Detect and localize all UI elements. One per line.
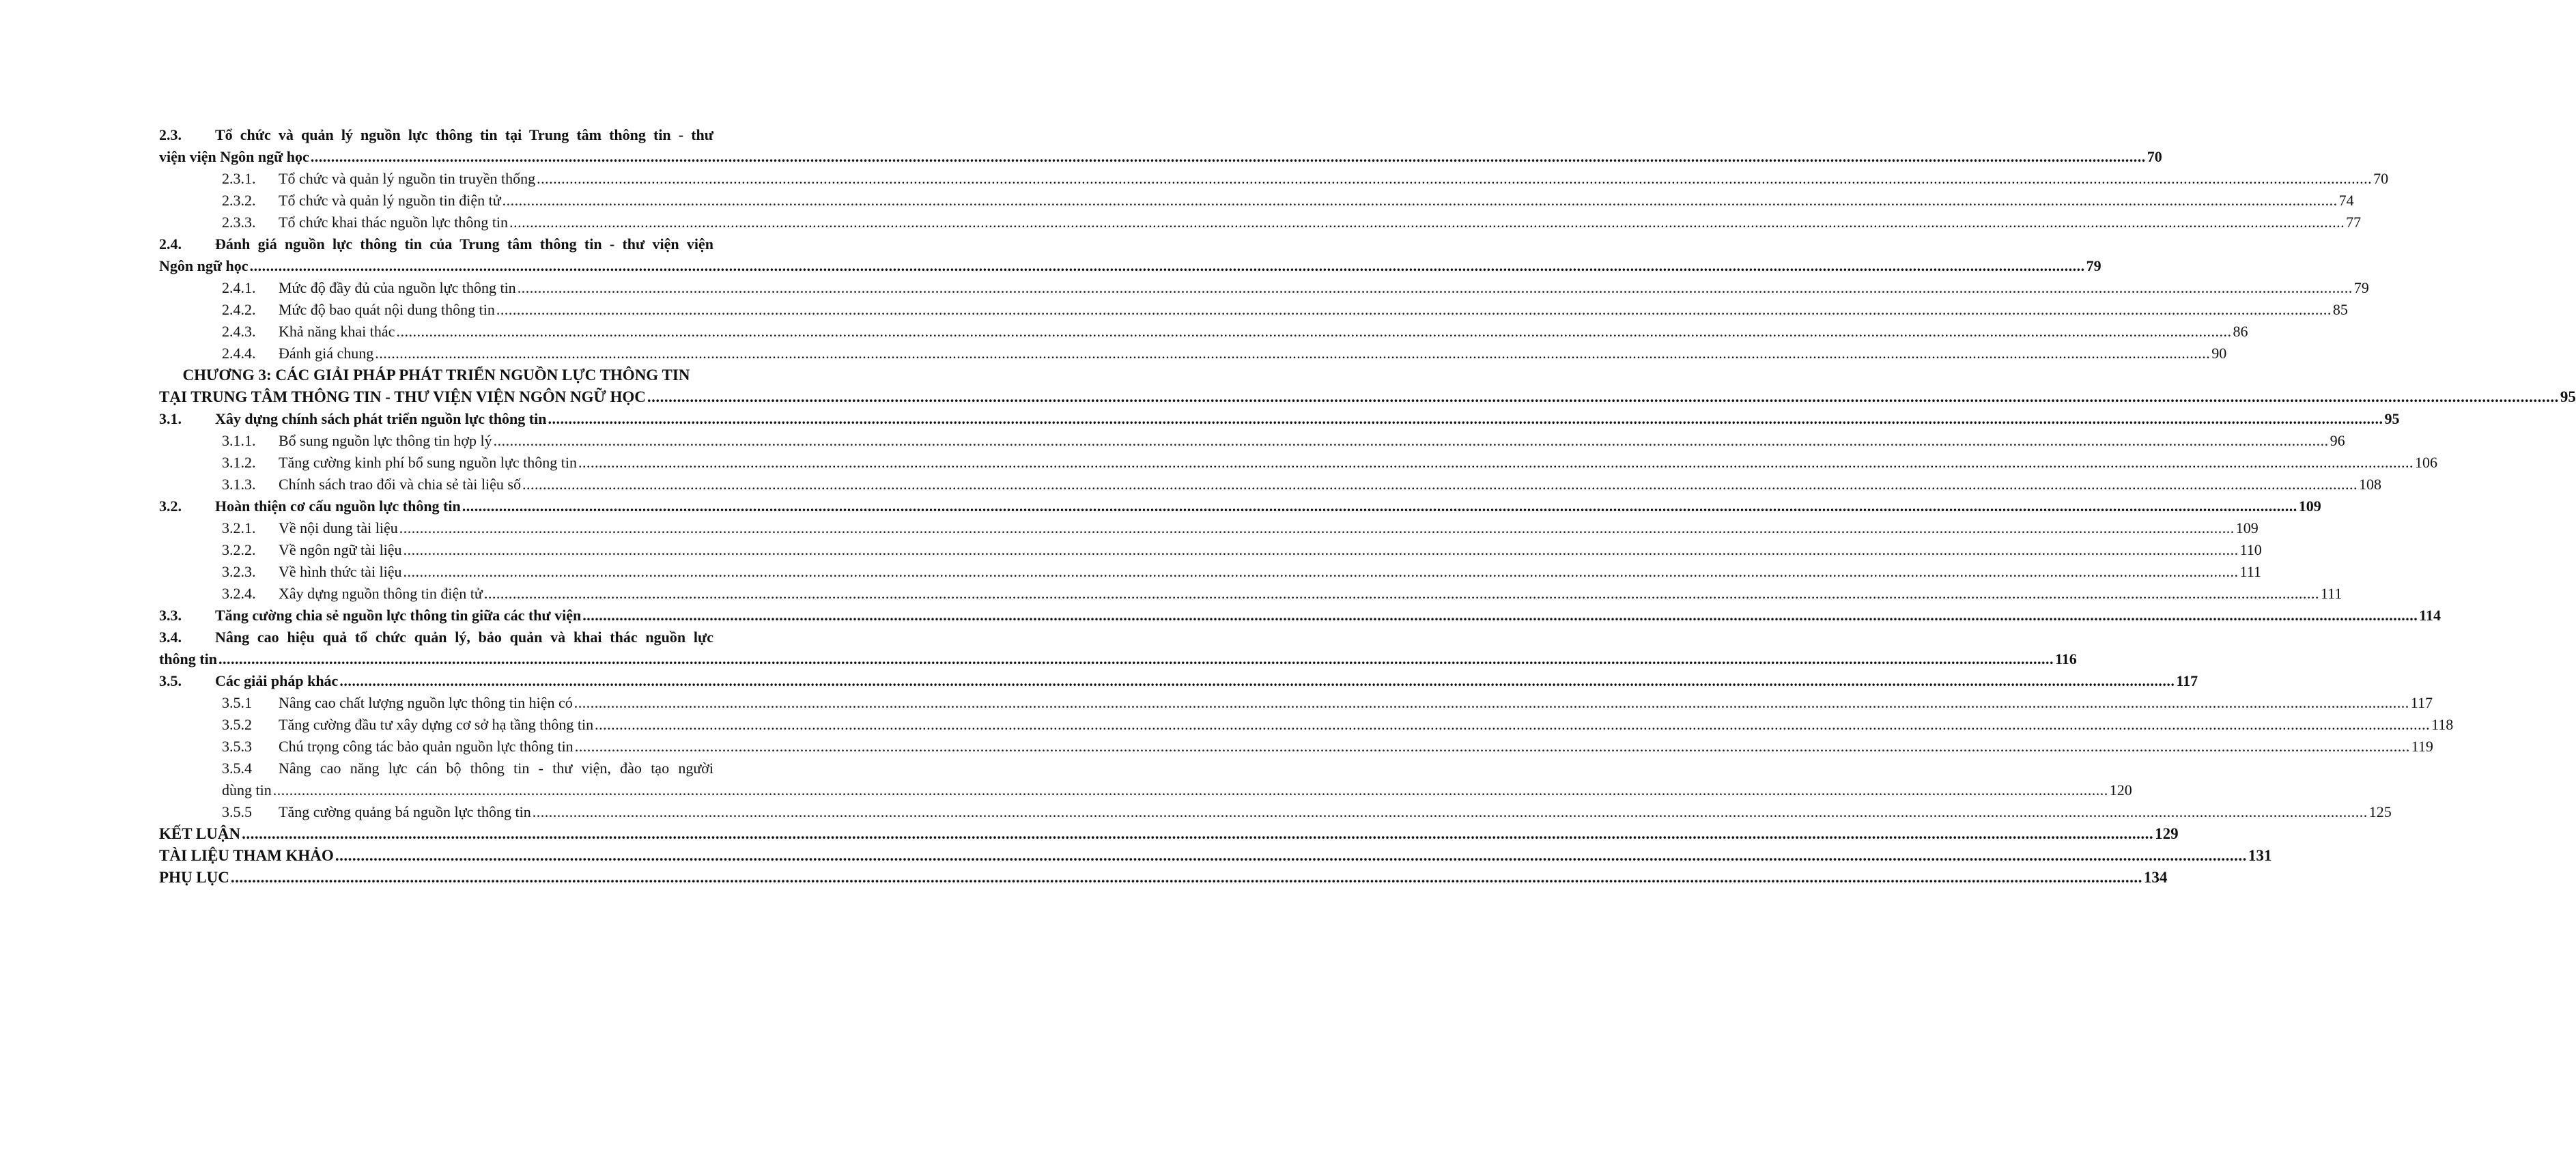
toc-entry-3-5-4[interactable]	[159, 758, 713, 779]
toc-entry-2-4-2[interactable]	[159, 299, 2348, 321]
toc-title: Tăng cường đầu tư xây dựng cơ sở hạ tầng thông tin	[279, 716, 594, 733]
toc-page: 131	[2248, 847, 2272, 864]
toc-entry-2-3-3[interactable]	[159, 212, 2362, 233]
toc-page: 118	[2431, 716, 2454, 733]
leader-dots	[578, 452, 2414, 474]
toc-number: 3.2.2.	[222, 541, 256, 558]
leader-dots	[311, 146, 2146, 168]
toc-entry-2-4-cont[interactable]	[159, 255, 2101, 277]
leader-dots	[335, 845, 2247, 867]
leader-dots	[399, 517, 2235, 539]
toc-page: 79	[2086, 257, 2101, 274]
toc-entry-2-3[interactable]	[159, 124, 713, 146]
toc-page: 114	[2419, 607, 2441, 624]
leader-dots	[218, 648, 2054, 670]
toc-title: Tăng cường quảng bá nguồn lực thông tin	[279, 803, 531, 820]
toc-title: Tổ chức và quản lý nguồn tin truyền thống	[279, 170, 536, 187]
toc-entry-3-5[interactable]	[159, 670, 2198, 692]
toc-entry-3-2-1[interactable]	[159, 517, 2259, 539]
toc-number: 3.2.1.	[222, 519, 256, 536]
toc-number: 2.4.3.	[222, 323, 256, 340]
leader-dots	[231, 867, 2142, 889]
toc-number: 2.3.3.	[222, 214, 256, 231]
toc-number: 3.1.1.	[222, 432, 256, 449]
toc-title: dùng tin	[222, 781, 272, 799]
toc-page: 117	[2176, 672, 2198, 689]
leader-dots	[582, 605, 2418, 627]
toc-page: 111	[2239, 563, 2261, 580]
leader-dots	[537, 168, 2372, 190]
toc-page: 129	[2155, 825, 2179, 842]
leader-dots	[503, 190, 2338, 212]
toc-number: 3.5.	[159, 672, 182, 689]
toc-number: 2.4.1.	[222, 279, 256, 296]
toc-title: Hoàn thiện cơ cấu nguồn lực thông tin	[215, 498, 461, 515]
toc-page: 85	[2332, 301, 2348, 318]
toc-entry-3-1[interactable]	[159, 408, 2400, 430]
toc-number: 3.5.5	[222, 803, 252, 820]
leader-dots	[404, 561, 2239, 583]
leader-dots	[396, 321, 2231, 343]
toc-entry-2-3-1[interactable]	[159, 168, 2389, 190]
toc-title: Tổ chức và quản lý nguồn lực thông tin tại Trung tâm thông tin - thư	[215, 126, 713, 143]
leader-dots	[496, 299, 2332, 321]
toc-entry-3-2[interactable]	[159, 495, 2321, 517]
table-of-contents	[159, 124, 2576, 889]
leader-dots	[494, 430, 2329, 452]
toc-page: 95	[2384, 410, 2400, 427]
toc-title: Nâng cao chất lượng nguồn lực thông tin hiện có	[279, 694, 573, 711]
toc-entry-3-1-1[interactable]	[159, 430, 2345, 452]
toc-entry-2-4-1[interactable]	[159, 277, 2369, 299]
toc-title: Về ngôn ngữ tài liệu	[279, 541, 402, 558]
chapter-heading: TẠI TRUNG TÂM THÔNG TIN - THƯ VIỆN VIỆN NGÔN NGỮ HỌC	[159, 388, 646, 405]
leader-dots	[575, 736, 2410, 758]
toc-title: Xây dựng nguồn thông tin điện tử	[279, 585, 483, 602]
toc-entry-3-5-1[interactable]	[159, 692, 2433, 714]
toc-entry-2-4-3[interactable]	[159, 321, 2248, 343]
toc-entry-3-5-4-cont[interactable]	[159, 779, 2132, 801]
toc-entry-ket-luan[interactable]	[159, 823, 2179, 845]
toc-title: Tổ chức và quản lý nguồn tin điện tử	[279, 192, 501, 209]
leader-dots	[509, 212, 2345, 233]
toc-entry-2-3-cont[interactable]	[159, 146, 2162, 168]
toc-number: 2.3.	[159, 126, 182, 143]
toc-title: Đánh giá nguồn lực thông tin của Trung tâm thông tin - thư viện viện	[215, 235, 713, 253]
toc-number: 3.1.2.	[222, 454, 256, 471]
toc-entry-tai-lieu-tham-khao[interactable]	[159, 845, 2272, 867]
leader-dots	[375, 343, 2210, 364]
toc-page: 108	[2358, 476, 2381, 493]
toc-title: Chính sách trao đổi và chia sẻ tài liệu số	[279, 476, 521, 493]
leader-dots	[518, 277, 2353, 299]
toc-page: 86	[2233, 323, 2248, 340]
toc-entry-3-2-4[interactable]	[159, 583, 2343, 605]
toc-number: 2.4.2.	[222, 301, 256, 318]
toc-title: Tăng cường kinh phí bổ sung nguồn lực thông tin	[279, 454, 577, 471]
toc-entry-3-4[interactable]	[159, 627, 713, 648]
leader-dots	[242, 823, 2153, 845]
toc-page: 79	[2353, 279, 2369, 296]
leader-dots	[595, 714, 2430, 736]
leader-dots	[574, 692, 2409, 714]
leader-dots	[484, 583, 2319, 605]
toc-number: 3.1.	[159, 410, 182, 427]
toc-title: thông tin	[159, 650, 217, 667]
toc-entry-3-1-3[interactable]	[159, 474, 2381, 495]
toc-number: 3.5.4	[222, 760, 252, 777]
toc-title: Nâng cao năng lực cán bộ thông tin - thư viện, đào tạo người	[279, 760, 713, 777]
toc-number: 2.4.	[159, 235, 182, 253]
leader-dots	[462, 495, 2297, 517]
toc-title: Tổ chức khai thác nguồn lực thông tin	[279, 214, 509, 231]
toc-entry-3-5-2[interactable]	[159, 714, 2454, 736]
toc-number: 2.4.4.	[222, 345, 256, 362]
chapter-heading: CHƯƠNG 3: CÁC GIẢI PHÁP PHÁT TRIỂN NGUỒN LỰC THÔNG TIN	[182, 366, 690, 384]
toc-page: 74	[2338, 192, 2354, 209]
toc-number: 2.3.1.	[222, 170, 256, 187]
toc-title: Khả năng khai thác	[279, 323, 395, 340]
toc-title: Các giải pháp khác	[215, 672, 339, 689]
toc-page: 120	[2109, 781, 2132, 799]
toc-page: 109	[2298, 498, 2321, 515]
toc-number: 3.2.	[159, 498, 182, 515]
toc-page: 116	[2054, 650, 2077, 667]
toc-entry-3-5-5[interactable]	[159, 801, 2392, 823]
toc-entry-3-2-3[interactable]	[159, 561, 2261, 583]
toc-title: viện viện Ngôn ngữ học	[159, 148, 309, 165]
toc-entry-3-3[interactable]	[159, 605, 2441, 627]
toc-chapter-3-cont[interactable]	[159, 386, 2576, 408]
leader-dots	[339, 670, 2175, 692]
toc-title: Nâng cao hiệu quả tổ chức quản lý, bảo quản và khai thác nguồn lực	[215, 629, 713, 646]
toc-number: 3.1.3.	[222, 476, 256, 493]
toc-title: Mức độ đầy đủ của nguồn lực thông tin	[279, 279, 516, 296]
toc-page: 90	[2211, 345, 2227, 362]
toc-entry-3-1-2[interactable]	[159, 452, 2437, 474]
toc-page: 77	[2346, 214, 2362, 231]
toc-title: Mức độ bao quát nội dung thông tin	[279, 301, 495, 318]
toc-title: PHỤ LỤC	[159, 869, 229, 886]
toc-number: 3.3.	[159, 607, 182, 624]
toc-entry-3-4-cont[interactable]	[159, 648, 2077, 670]
toc-title: Xây dựng chính sách phát triển nguồn lực thông tin	[215, 410, 547, 427]
toc-entry-3-5-3[interactable]	[159, 736, 2433, 758]
toc-number: 3.2.4.	[222, 585, 256, 602]
toc-page: 125	[2368, 803, 2392, 820]
toc-page: 70	[2147, 148, 2162, 165]
toc-page: 134	[2143, 869, 2168, 886]
toc-page: 96	[2330, 432, 2345, 449]
toc-number: 3.2.3.	[222, 563, 256, 580]
leader-dots	[533, 801, 2368, 823]
toc-title: Ngôn ngữ học	[159, 257, 249, 274]
toc-title: Chú trọng công tác bảo quản nguồn lực thông tin	[279, 738, 574, 755]
toc-title: TÀI LIỆU THAM KHẢO	[159, 847, 334, 864]
toc-entry-2-4[interactable]	[159, 233, 713, 255]
leader-dots	[647, 386, 2559, 408]
toc-entry-phu-luc[interactable]	[159, 867, 2168, 889]
toc-title: Bổ sung nguồn lực thông tin hợp lý	[279, 432, 492, 449]
leader-dots	[404, 539, 2239, 561]
leader-dots	[250, 255, 2085, 277]
toc-entry-2-4-4[interactable]	[159, 343, 2227, 364]
toc-number: 3.5.1	[222, 694, 252, 711]
toc-entry-2-3-2[interactable]	[159, 190, 2354, 212]
toc-title: Về hình thức tài liệu	[279, 563, 402, 580]
toc-title: KẾT LUẬN	[159, 825, 241, 842]
leader-dots	[522, 474, 2358, 495]
toc-page: 95	[2560, 388, 2576, 405]
toc-page: 111	[2320, 585, 2343, 602]
toc-page: 70	[2373, 170, 2389, 187]
toc-number: 3.5.3	[222, 738, 252, 755]
toc-page: 106	[2414, 454, 2437, 471]
toc-number: 2.3.2.	[222, 192, 256, 209]
toc-number: 3.4.	[159, 629, 182, 646]
toc-title: Về nội dung tài liệu	[279, 519, 398, 536]
leader-dots	[273, 779, 2108, 801]
toc-title: Đánh giá chung	[279, 345, 374, 362]
toc-entry-3-2-2[interactable]	[159, 539, 2262, 561]
toc-page: 110	[2239, 541, 2262, 558]
toc-title: Tăng cường chia sẻ nguồn lực thông tin giữa các thư viện	[215, 607, 582, 624]
toc-page: 117	[2410, 694, 2433, 711]
leader-dots	[548, 408, 2383, 430]
toc-page: 109	[2235, 519, 2259, 536]
toc-chapter-3[interactable]	[159, 364, 713, 386]
toc-number: 3.5.2	[222, 716, 252, 733]
toc-page: 119	[2411, 738, 2433, 755]
